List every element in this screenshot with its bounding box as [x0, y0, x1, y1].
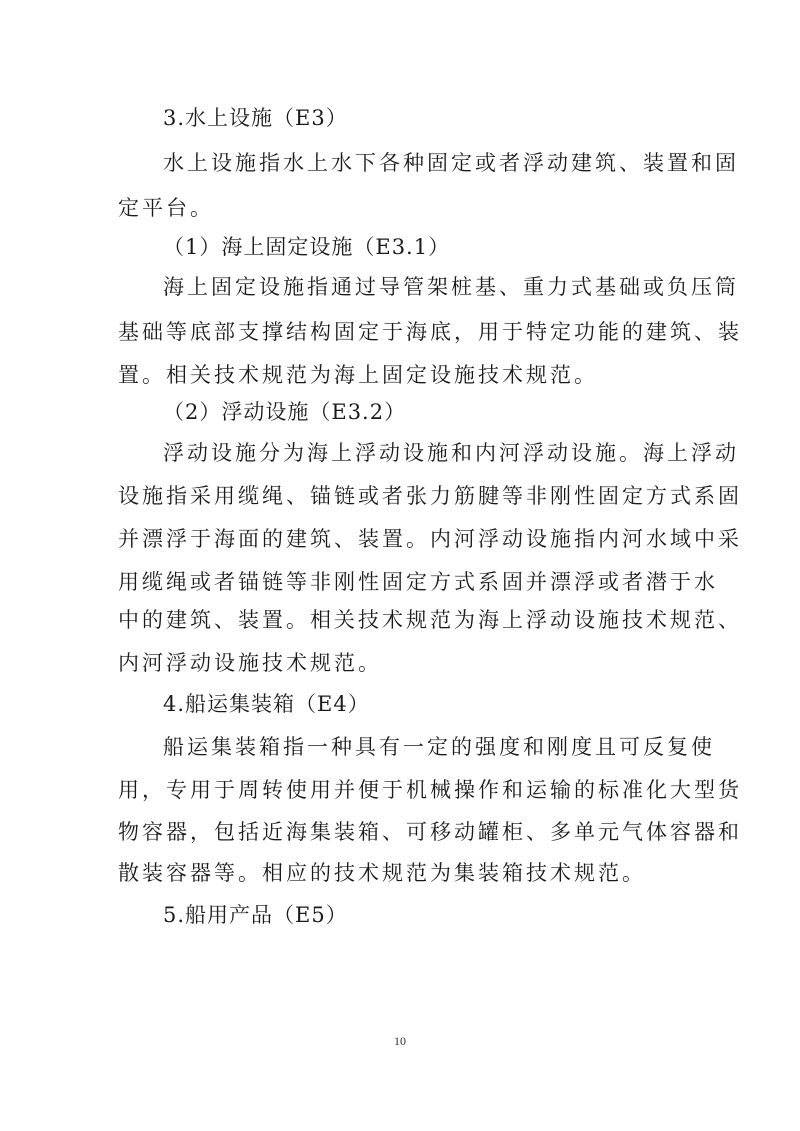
section-heading-e3: 3.水上设施（E3） [163, 106, 348, 130]
paragraph-line: 并漂浮于海面的建筑、装置。内河浮动设施指内河水域中采 [118, 527, 742, 551]
paragraph-line: 用缆绳或者锚链等非刚性固定方式系固并漂浮或者潜于水 [118, 570, 718, 594]
paragraph-line: 散装容器等。相应的技术规范为集装箱技术规范。 [118, 861, 646, 885]
page-number: 10 [394, 1034, 406, 1048]
paragraph-line: 定平台。 [118, 196, 214, 220]
subsection-heading-e3-2: （2）浮动设施（E3.2） [163, 400, 407, 424]
paragraph-line: 浮动设施分为海上浮动设施和内河浮动设施。海上浮动 [163, 441, 739, 465]
paragraph-line: 用，专用于周转使用并便于机械操作和运输的标准化大型货 [118, 778, 742, 802]
section-heading-e4: 4.船运集装箱（E4） [163, 692, 370, 716]
section-heading-e5: 5.船用产品（E5） [163, 903, 348, 927]
paragraph-line: 基础等底部支撑结构固定于海底，用于特定功能的建筑、装 [118, 320, 742, 344]
subsection-heading-e3-1: （1）海上固定设施（E3.1） [163, 235, 451, 259]
paragraph-line: 内河浮动设施技术规范。 [118, 651, 382, 675]
paragraph-line: 物容器，包括近海集装箱、可移动罐柜、多单元气体容器和 [118, 820, 742, 844]
paragraph-line: 水上设施指水上水下各种固定或者浮动建筑、装置和固 [163, 151, 739, 175]
paragraph-line: 海上固定设施指通过导管架桩基、重力式基础或负压筒 [163, 275, 739, 299]
paragraph-line: 设施指采用缆绳、锚链或者张力筋腱等非刚性固定方式系固 [118, 484, 742, 508]
paragraph-line: 中的建筑、装置。相关技术规范为海上浮动设施技术规范、 [118, 608, 742, 632]
paragraph-line: 置。相关技术规范为海上固定设施技术规范。 [118, 363, 598, 387]
paragraph-line: 船运集装箱指一种具有一定的强度和刚度且可反复使 [163, 735, 715, 759]
